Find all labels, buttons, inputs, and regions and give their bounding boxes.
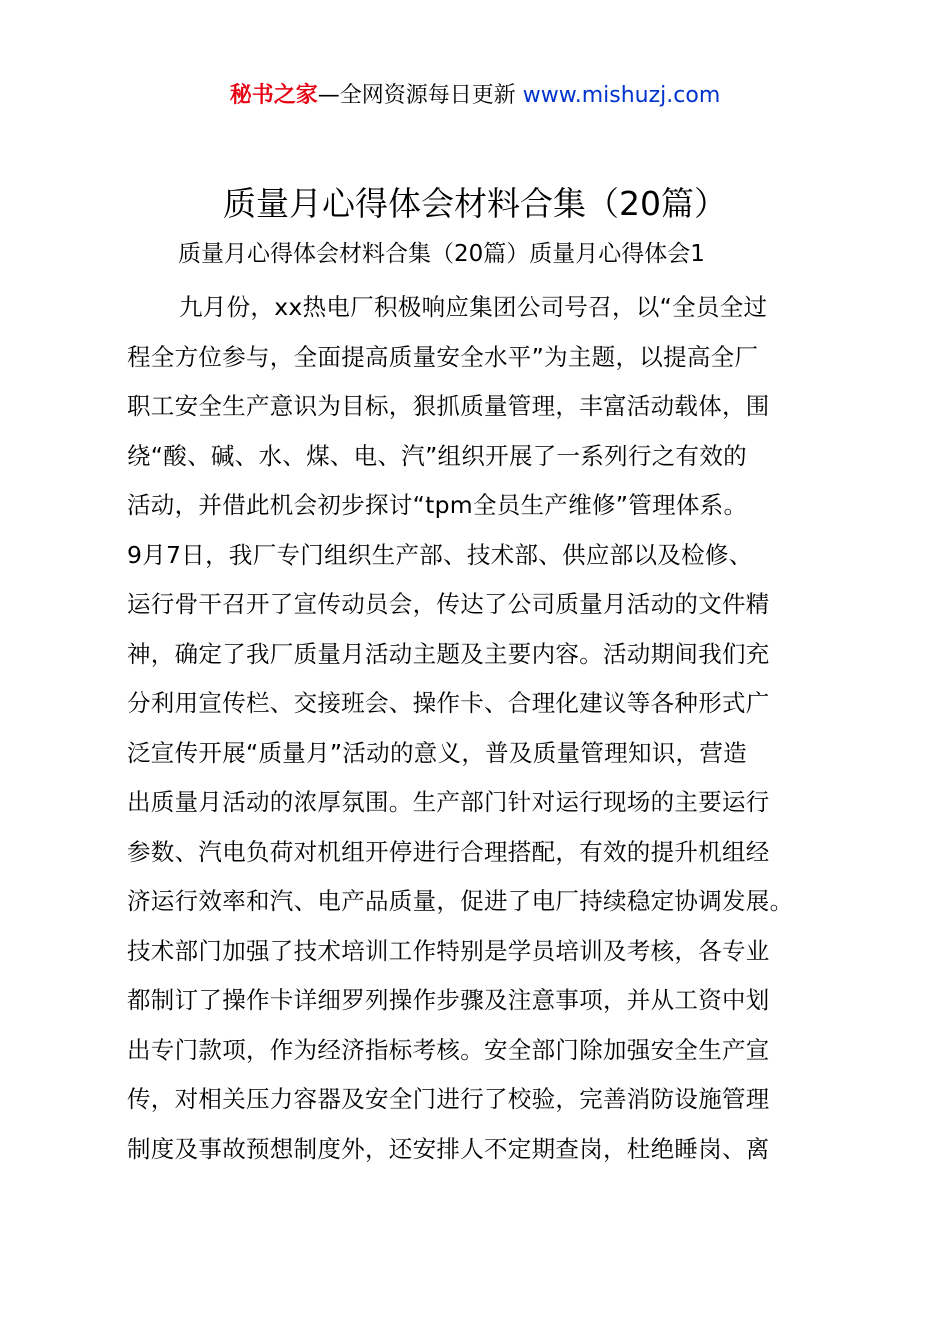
body-line: 分利用宣传栏、交接班会、操作卡、合理化建议等各种形式广 (127, 689, 770, 717)
body-line: 运行骨干召开了宣传动员会，传达了公司质量月活动的文件精 (127, 590, 770, 618)
body-line: 九月份，xx热电厂积极响应集团公司号召，以“全员全过 (179, 293, 768, 321)
body-line: 都制订了操作卡详细罗列操作步骤及注意事项，并从工资中划 (127, 986, 770, 1014)
document-title: 质量月心得体会材料合集（20篇） (223, 184, 727, 223)
document-body (127, 284, 847, 1175)
body-line: 出专门款项，作为经济指标考核。安全部门除加强安全生产宣 (127, 1035, 770, 1064)
body-line: 9月7日，我厂专门组织生产部、技术部、供应部以及检修、 (127, 540, 753, 569)
body-line: 职工安全生产意识为目标，狠抓质量管理，丰富活动载体，围 (127, 392, 770, 420)
body-line: 绕“酸、碱、水、煤、电、汽”组织开展了一系列行之有效的 (127, 441, 747, 470)
page-header (0, 80, 950, 112)
body-line: 技术部门加强了技术培训工作特别是学员培训及考核，各专业 (127, 936, 770, 965)
body-line: 传，对相关压力容器及安全门进行了校验，完善消防设施管理 (127, 1085, 770, 1113)
body-line: 参数、汽电负荷对机组开停进行合理搭配，有效的提升机组经 (127, 837, 770, 866)
body-line: 活动，并借此机会初步探讨“tpm全员生产维修”管理体系。 (127, 491, 748, 519)
body-line: 神，确定了我厂质量月活动主题及主要内容。活动期间我们充 (127, 639, 770, 668)
header-tagline: —全网资源每日更新 (317, 83, 523, 108)
website-link[interactable]: www.mishuzj.com (522, 83, 721, 108)
body-line: 济运行效率和汽、电产品质量，促进了电厂持续稳定协调发展。 (127, 887, 794, 915)
body-line: 出质量月活动的浓厚氛围。生产部门针对运行现场的主要运行 (127, 788, 770, 816)
document-subtitle: 质量月心得体会材料合集（20篇）质量月心得体会1 (178, 241, 705, 267)
body-line: 泛宣传开展“质量月”活动的意义，普及质量管理知识，营造 (127, 738, 747, 767)
brand-name: 秘书之家 (229, 83, 318, 108)
body-line: 制度及事故预想制度外，还安排人不定期查岗，杜绝睡岗、离 (127, 1134, 770, 1163)
body-line: 程全方位参与，全面提高质量安全水平”为主题，以提高全厂 (127, 342, 759, 371)
